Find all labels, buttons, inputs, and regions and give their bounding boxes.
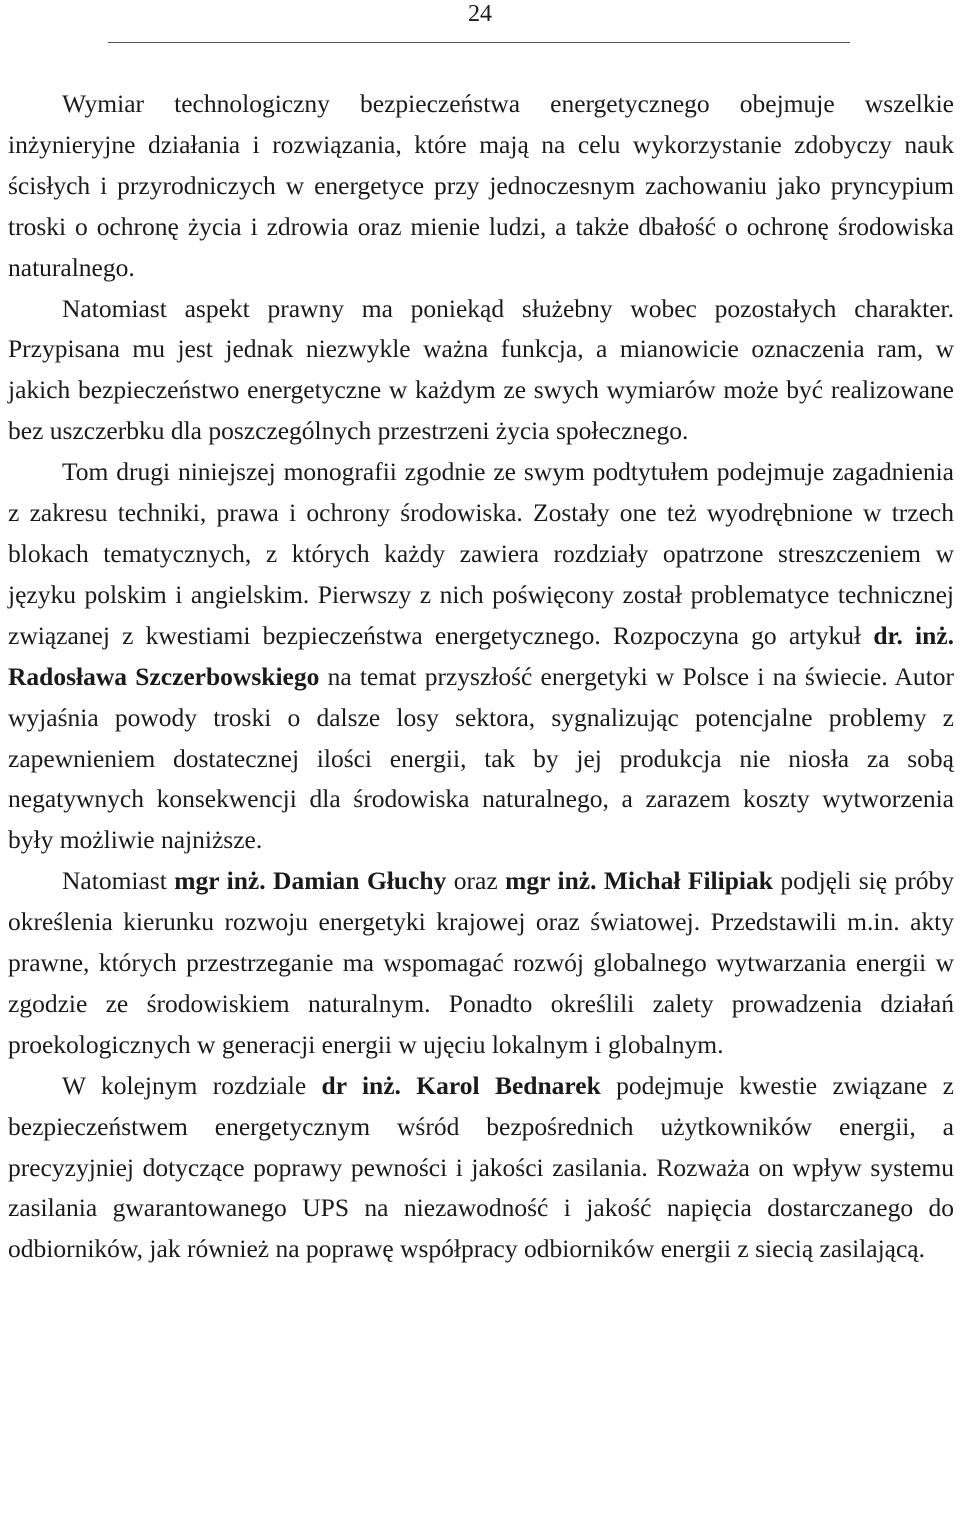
page-number: 24: [468, 1, 492, 27]
paragraph-5-text-a: W kolejnym rozdziale: [62, 1070, 322, 1100]
paragraph-2: Natomiast aspekt prawny ma poniekąd służebny wobec pozostałych charakter. Przypisana mu jest jednak niezwykle ważna funkcja, a mianowicie oznaczenia ram, w jakich bezpieczeństwo energetyczne w każdym ze swych wymiarów może być realizowane bez uszczerbku dla poszczególnych przestrzeni życia społecznego.: [8, 293, 954, 446]
author-name-filipiak: mgr inż. Michał Filipiak: [505, 866, 773, 896]
body-text: [8, 84, 954, 1270]
author-name-bednarek: dr inż. Karol Bednarek: [321, 1070, 601, 1100]
header-rule: [108, 42, 850, 43]
paragraph-4: [8, 861, 954, 1066]
paragraph-3: [8, 452, 954, 861]
author-name-szczerbowski: dr. inż. Radosława Szczerbowskiego: [8, 620, 955, 691]
author-name-gluchy: mgr inż. Damian Głuchy: [174, 866, 447, 896]
paragraph-4-text-c: podjęli się próby określenia kierunku rozwoju energetyki krajowej oraz światowej. Przedstawili m.in. akty prawne, których przestrzeganie ma wspomagać rozwój globalnego wytwarzania energii w zgodzie ze środowiskiem naturalnym. Ponadto określili zalety prowadzenia działań proekologicznych w generacji energii w ujęciu lokalnym i globalnym.: [8, 866, 954, 1059]
paragraph-4-text-b: oraz: [446, 866, 506, 896]
paragraph-3-text-a: Tom drugi niniejszej monografii zgodnie ze swym podtytułem podejmuje zagadnienia z zakresu techniki, prawa i ochrony środowiska. Zostały one też wyodrębnione w trzech blokach tematycznych, z których każdy zawiera rozdziały opatrzone streszczeniem w języku polskim i angielskim. Pierwszy z nich poświęcony został problematyce technicznej związanej z kwestiami bezpieczeństwa energetycznego. Rozpoczyna go artykuł: [8, 457, 954, 650]
paragraph-5: [8, 1066, 954, 1271]
paragraph-4-text-a: Natomiast: [62, 866, 175, 896]
paragraph-3-text-b: na temat przyszłość energetyki w Polsce i na świecie. Autor wyjaśnia powody troski o dalsze losy sektora, sygnalizując potencjalne problemy z zapewnieniem dostatecznej ilości energii, tak by jej produkcja nie niosła za sobą negatywnych konsekwencji dla środowiska naturalnego, a zarazem koszty wytworzenia były możliwie najniższe.: [8, 661, 954, 855]
paragraph-5-text-b: podejmuje kwestie związane z bezpieczeństwem energetycznym wśród bezpośrednich użytkowników energii, a precyzyjniej dotyczące poprawy pewności i jakości zasilania. Rozważa on wpływ systemu zasilania gwarantowanego UPS na niezawodność i jakość napięcia dostarczanego do odbiorników, jak również na poprawę współpracy odbiorników energii z siecią zasilającą.: [8, 1070, 954, 1264]
paragraph-1: Wymiar technologiczny bezpieczeństwa energetycznego obejmuje wszelkie inżynieryjne działania i rozwiązania, które mają na celu wykorzystanie zdobyczy nauk ścisłych i przyrodniczych w energetyce przy jednoczesnym zachowaniu jako pryncypium troski o ochronę życia i zdrowia oraz mienie ludzi, a także dbałość o ochronę środowiska naturalnego.: [8, 89, 954, 282]
